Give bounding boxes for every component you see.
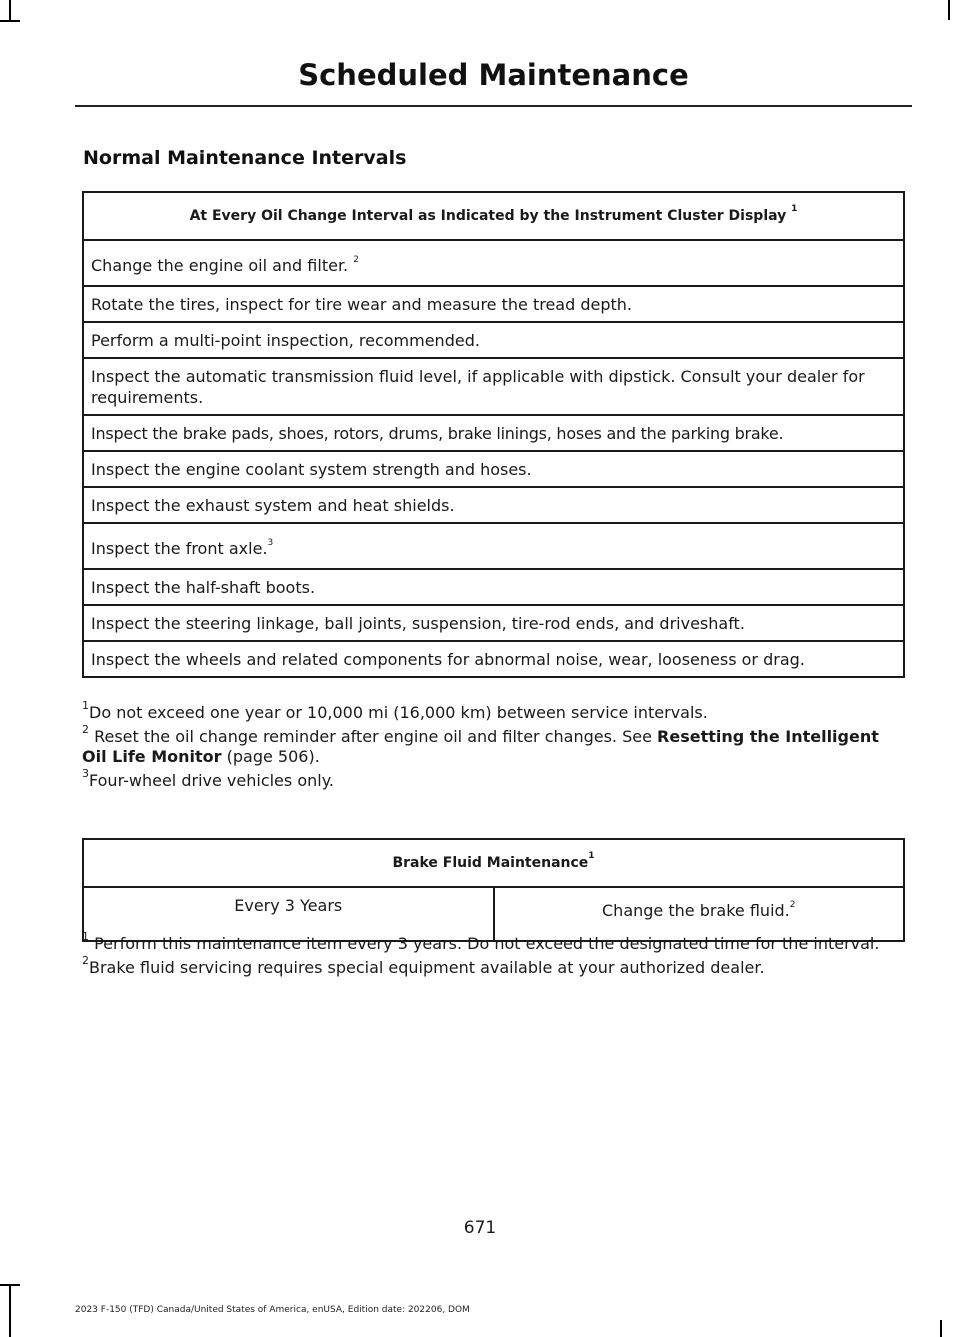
table-row bbox=[83, 523, 904, 569]
crop-mark-bottom-left bbox=[9, 1284, 11, 1337]
footnote-ref: 1 bbox=[588, 850, 595, 861]
footnote-text: (page 506). bbox=[221, 747, 320, 766]
crop-mark-top-left-h bbox=[0, 20, 20, 22]
edition-line: 2023 F-150 (TFD) Canada/United States of America, enUSA, Edition date: 202206, DOM bbox=[75, 1305, 470, 1315]
footnote bbox=[82, 722, 905, 767]
crop-mark-top-right bbox=[948, 0, 950, 20]
footnote-number: 2 bbox=[82, 722, 89, 736]
footnote bbox=[82, 929, 905, 954]
crop-mark-bottom-right bbox=[940, 1320, 942, 1337]
table-row bbox=[83, 358, 904, 415]
cell-text: Inspect the steering linkage, ball joints, suspension, tire-rod ends, and driveshaft. bbox=[91, 614, 745, 633]
cell-text: Inspect the automatic transmission fluid level, if applicable with dipstick. Consult your dealer for requirements. bbox=[91, 367, 865, 407]
table-row bbox=[83, 451, 904, 487]
table-header-cell bbox=[83, 839, 904, 887]
table-cell-action bbox=[494, 887, 905, 941]
footnote-ref: 2 bbox=[789, 899, 796, 910]
table-row bbox=[83, 240, 904, 286]
footnote-text: Reset the oil change reminder after engine oil and filter changes. See bbox=[89, 727, 658, 746]
table-cell-interval bbox=[83, 887, 494, 941]
table-cell bbox=[83, 358, 904, 415]
cell-text: Change the engine oil and filter. bbox=[91, 256, 349, 275]
table-cell bbox=[83, 240, 904, 286]
oil-footnotes bbox=[82, 698, 905, 795]
table-header-text: Brake Fluid Maintenance bbox=[392, 854, 589, 871]
section-heading: Normal Maintenance Intervals bbox=[83, 147, 407, 169]
footnote bbox=[82, 766, 905, 791]
table-row bbox=[83, 415, 904, 451]
page-header: Scheduled Maintenance bbox=[298, 58, 689, 92]
table-row bbox=[83, 487, 904, 523]
table-cell bbox=[83, 523, 904, 569]
crop-mark-top-left bbox=[9, 0, 11, 20]
cell-text: Every 3 Years bbox=[234, 896, 343, 915]
footnote bbox=[82, 953, 905, 978]
brake-footnotes bbox=[82, 929, 905, 982]
footnote-text: Four-wheel drive vehicles only. bbox=[89, 771, 334, 790]
table-header-row bbox=[83, 839, 904, 887]
table-header-cell bbox=[83, 192, 904, 240]
table-cell bbox=[83, 487, 904, 523]
footnote-ref: 3 bbox=[267, 537, 274, 548]
page-number: 671 bbox=[463, 1218, 497, 1238]
footnote-ref: 1 bbox=[791, 203, 798, 214]
table-row bbox=[83, 605, 904, 641]
cell-text: Change the brake fluid. bbox=[602, 901, 790, 920]
table-row bbox=[83, 322, 904, 358]
footnote-text: Do not exceed one year or 10,000 mi (16,000 km) between service intervals. bbox=[89, 703, 708, 722]
cell-text: Inspect the front axle. bbox=[91, 539, 268, 558]
cell-text: Rotate the tires, inspect for tire wear and measure the tread depth. bbox=[91, 295, 632, 314]
cell-text: Inspect the exhaust system and heat shields. bbox=[91, 496, 455, 515]
cell-text: Perform a multi-point inspection, recommended. bbox=[91, 331, 480, 350]
footnote bbox=[82, 698, 905, 723]
footnote-number: 3 bbox=[82, 766, 89, 780]
footnote-text: Perform this maintenance item every 3 years. Do not exceed the designated time for the interval. bbox=[89, 934, 880, 953]
table-cell bbox=[83, 415, 904, 451]
oil-change-interval-table bbox=[82, 191, 905, 678]
footnote-ref: 2 bbox=[353, 254, 359, 265]
cell-text: Inspect the engine coolant system strength and hoses. bbox=[91, 460, 532, 479]
cell-text: Inspect the brake pads, shoes, rotors, drums, brake linings, hoses and the parking brake. bbox=[91, 424, 784, 443]
brake-fluid-table bbox=[82, 838, 905, 942]
table-cell bbox=[83, 451, 904, 487]
table-row bbox=[83, 286, 904, 322]
table-cell bbox=[83, 322, 904, 358]
table-cell bbox=[83, 569, 904, 605]
table-cell bbox=[83, 641, 904, 677]
table-header-text: At Every Oil Change Interval as Indicated by the Instrument Cluster Display bbox=[189, 207, 787, 224]
footnote-number: 1 bbox=[82, 698, 89, 712]
footnote-number: 2 bbox=[82, 953, 89, 967]
table-header-row bbox=[83, 192, 904, 240]
crop-mark-bottom-left-h bbox=[0, 1284, 20, 1286]
table-row bbox=[83, 641, 904, 677]
table-cell bbox=[83, 286, 904, 322]
table-cell bbox=[83, 605, 904, 641]
footnote-text: Brake fluid servicing requires special equipment available at your authorized dealer. bbox=[89, 958, 765, 977]
cell-text: Inspect the wheels and related components for abnormal noise, wear, looseness or drag. bbox=[91, 650, 805, 669]
footnote-number: 1 bbox=[82, 929, 89, 943]
header-rule bbox=[75, 105, 912, 107]
table-row bbox=[83, 887, 904, 941]
table-row bbox=[83, 569, 904, 605]
cross-reference-link[interactable]: Resetting the Intelligent Oil Life Monitor bbox=[82, 727, 879, 766]
cell-text: Inspect the half-shaft boots. bbox=[91, 578, 316, 597]
